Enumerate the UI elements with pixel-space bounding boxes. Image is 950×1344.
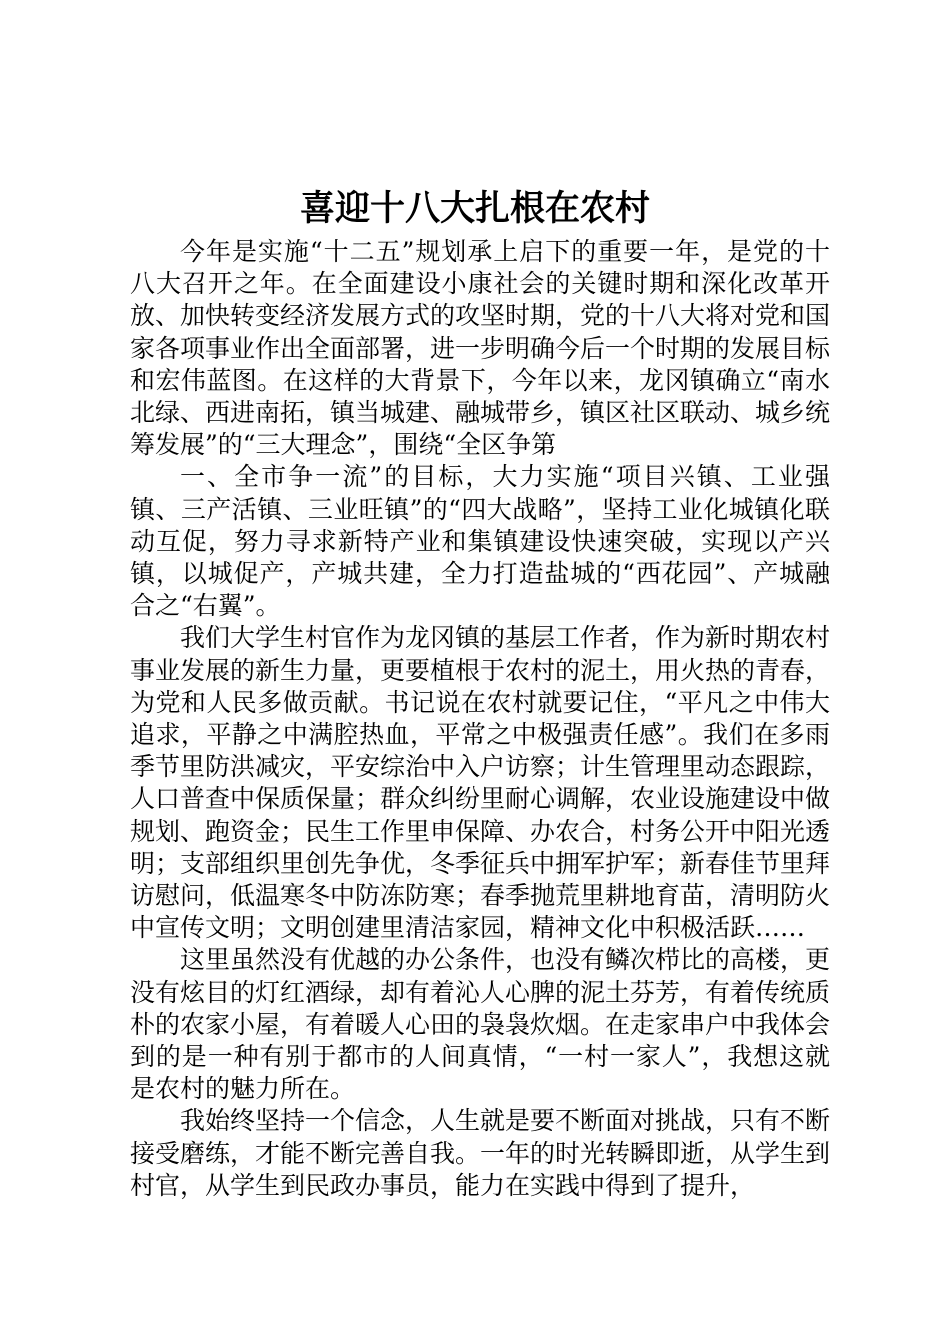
document-body bbox=[130, 236, 830, 1202]
paragraph: 我们大学生村官作为龙冈镇的基层工作者，作为新时期农村事业发展的新生力量，更要植根于农村的泥土，用火热的青春，为党和人民多做贡献。书记说在农村就要记住，“平凡之中伟大追求，平静之中满腔热血，平常之中极强责任感”。我们在多雨季节里防洪减灾，平安综治中入户访察；计生管理里动态跟踪，人口普查中保质保量；群众纠纷里耐心调解，农业设施建设中做规划、跑资金；民生工作里申保障、办农合，村务公开中阳光透明；支部组织里创先争优，冬季征兵中拥军护军；新春佳节里拜访慰问，低温寒冬中防冻防寒；春季抛荒里耕地育苗，清明防火中宣传文明；文明创建里清洁家园，精神文化中积极活跃…… bbox=[130, 623, 831, 943]
paragraph: 我始终坚持一个信念，人生就是要不断面对挑战，只有不断接受磨练，才能不断完善自我。一年的时光转瞬即逝，从学生到村官，从学生到民政办事员，能力在实践中得到了提升， bbox=[130, 1106, 831, 1200]
paragraph: 这里虽然没有优越的办公条件，也没有鳞次栉比的高楼，更没有炫目的灯红酒绿，却有着沁人心脾的泥土芬芳，有着传统质朴的农家小屋，有着暖人心田的袅袅炊烟。在走家串户中我体会到的是一种有别于都市的人间真情，“一村一家人”，我想这就是农村的魅力所在。 bbox=[130, 945, 831, 1104]
paragraph: 今年是实施“十二五”规划承上启下的重要一年，是党的十八大召开之年。在全面建设小康社会的关键时期和深化改革开放、加快转变经济发展方式的攻坚时期，党的十八大将对党和国家各项事业作出全面部署，进一步明确今后一个时期的发展目标和宏伟蓝图。在这样的大背景下，今年以来，龙冈镇确立“南水北绿、西进南拓，镇当城建、融城带乡，镇区社区联动、城乡统筹发展”的“三大理念”，围绕“全区争第 bbox=[130, 237, 831, 460]
paragraph: 一、全市争一流”的目标，大力实施“项目兴镇、工业强镇、三产活镇、三业旺镇”的“四大战略”，坚持工业化城镇化联动互促，努力寻求新特产业和集镇建设快速突破，实现以产兴镇，以城促产，产城共建，全力打造盐城的“西花园”、产城融合之“右翼”。 bbox=[130, 462, 830, 621]
document-title: 喜迎十八大扎根在农村 bbox=[299, 188, 650, 229]
